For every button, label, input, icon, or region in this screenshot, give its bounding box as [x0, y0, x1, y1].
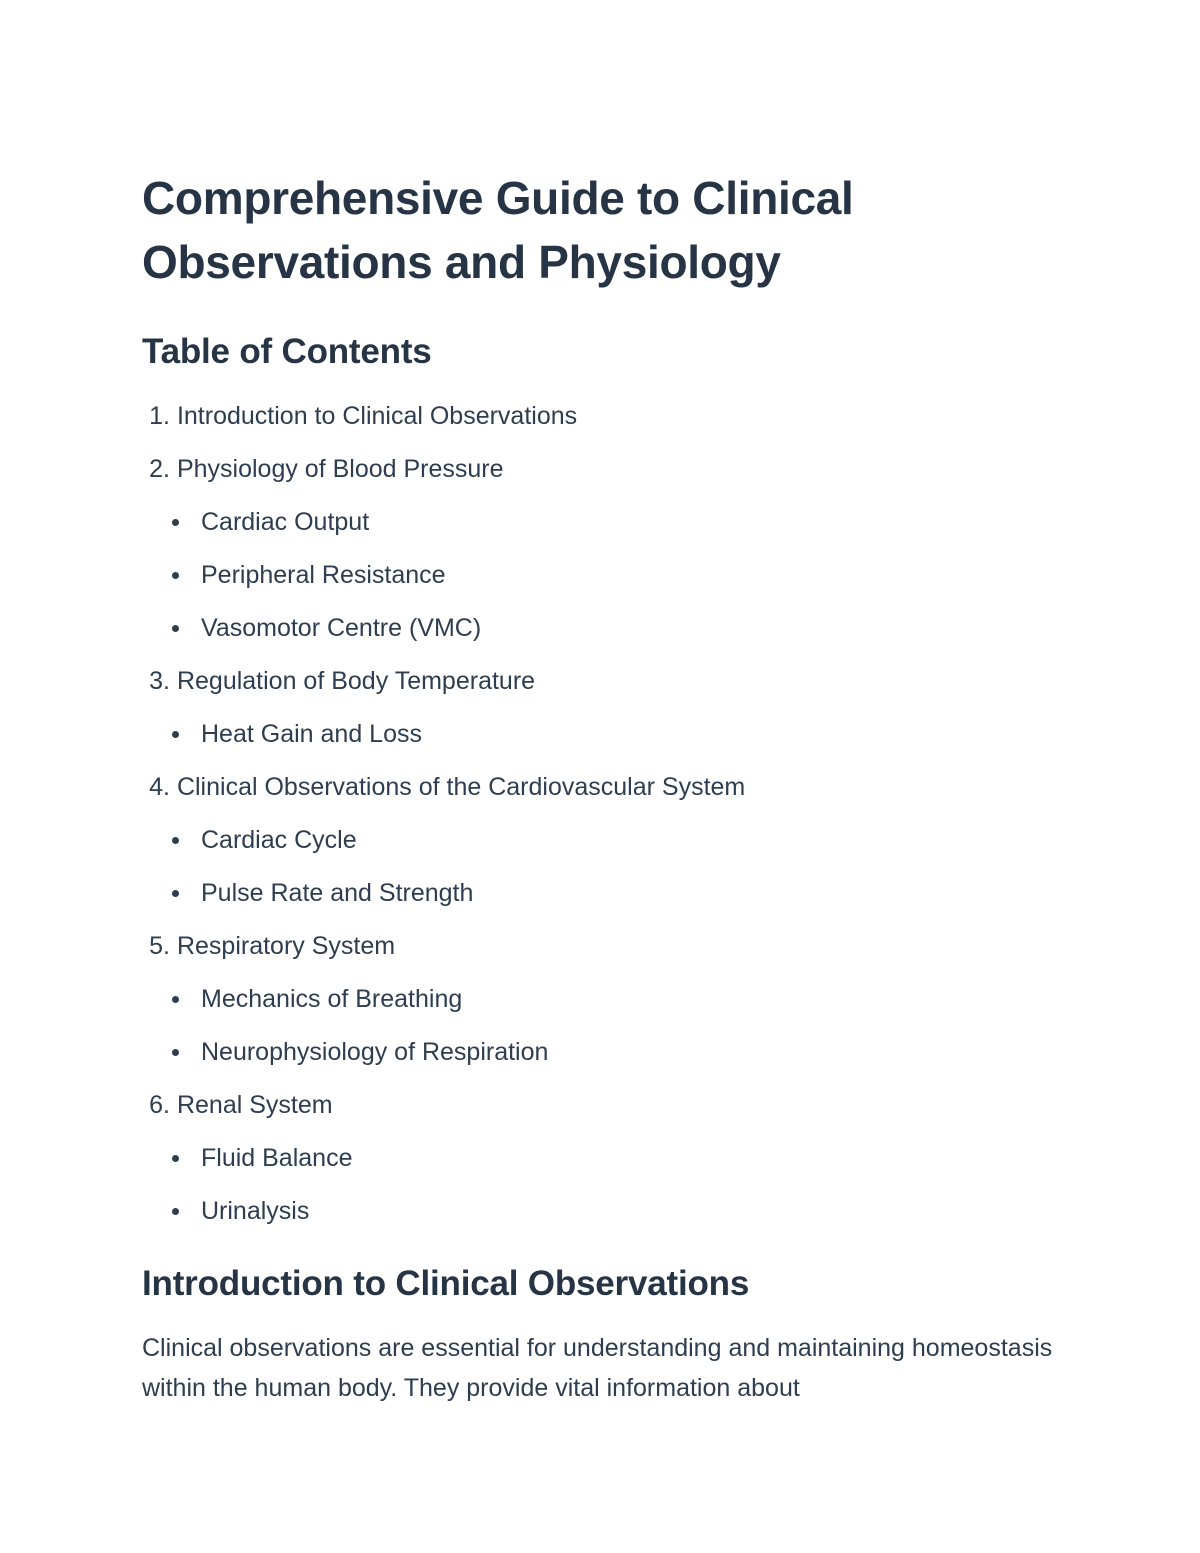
toc-item-label: Physiology of Blood Pressure [176, 455, 504, 483]
toc-sublist [142, 1132, 1062, 1238]
toc-sublist [142, 708, 1062, 761]
toc-item-label: Renal System [176, 1091, 333, 1119]
toc-subitem: Vasomotor Centre (VMC) [142, 602, 1062, 655]
bullet-icon [172, 1049, 179, 1056]
toc-item-6 [142, 1079, 1062, 1132]
toc-subitem: Peripheral Resistance [142, 549, 1062, 602]
bullet-icon [172, 572, 179, 579]
toc-subitem: Pulse Rate and Strength [142, 867, 1062, 920]
toc-item-3 [142, 655, 1062, 708]
toc-item-4 [142, 761, 1062, 814]
bullet-icon [172, 625, 179, 632]
bullet-icon [172, 890, 179, 897]
toc-item-5 [142, 920, 1062, 973]
toc-item-number: 3. [149, 667, 170, 695]
toc-item-2 [142, 443, 1062, 496]
toc-subitems-6 [142, 1132, 1062, 1238]
toc-subitem: Mechanics of Breathing [142, 973, 1062, 1026]
toc-item-number: 2. [149, 455, 170, 483]
toc-item-label: Respiratory System [176, 932, 396, 960]
bullet-icon [172, 996, 179, 1003]
bullet-icon [172, 519, 179, 526]
bullet-icon [172, 837, 179, 844]
toc-item-number: 4. [149, 773, 170, 801]
toc-heading: Table of Contents [142, 332, 432, 371]
toc-sublist [142, 973, 1062, 1079]
toc-item-label: Clinical Observations of the Cardiovascular System [176, 773, 746, 801]
bullet-icon [172, 1155, 179, 1162]
document-page [142, 166, 1062, 1408]
toc-item-number: 6. [149, 1091, 170, 1119]
toc-subitem: Cardiac Output [142, 496, 1062, 549]
toc-subitems-2 [142, 496, 1062, 655]
toc-item-label: Regulation of Body Temperature [176, 667, 536, 695]
toc-subitem: Heat Gain and Loss [142, 708, 1062, 761]
intro-paragraph: Clinical observations are essential for understanding and maintaining homeostasis within the human body. They provide vital information about [142, 1334, 1053, 1402]
toc-subitems-4 [142, 814, 1062, 920]
toc-subitems-3 [142, 708, 1062, 761]
table-of-contents [142, 390, 1062, 1238]
section-heading-introduction: Introduction to Clinical Observations [142, 1264, 750, 1303]
toc-subitem: Fluid Balance [142, 1132, 1062, 1185]
toc-subitem: Cardiac Cycle [142, 814, 1062, 867]
toc-item-label: Introduction to Clinical Observations [176, 402, 578, 430]
toc-item-number: 1. [149, 402, 170, 430]
toc-subitem: Urinalysis [142, 1185, 1062, 1238]
toc-item-number: 5. [149, 932, 170, 960]
toc-subitems-5 [142, 973, 1062, 1079]
toc-sublist [142, 496, 1062, 655]
document-title: Comprehensive Guide to Clinical Observations and Physiology [142, 172, 854, 288]
toc-sublist [142, 814, 1062, 920]
bullet-icon [172, 731, 179, 738]
bullet-icon [172, 1208, 179, 1215]
toc-subitem: Neurophysiology of Respiration [142, 1026, 1062, 1079]
toc-item-1 [142, 390, 1062, 443]
